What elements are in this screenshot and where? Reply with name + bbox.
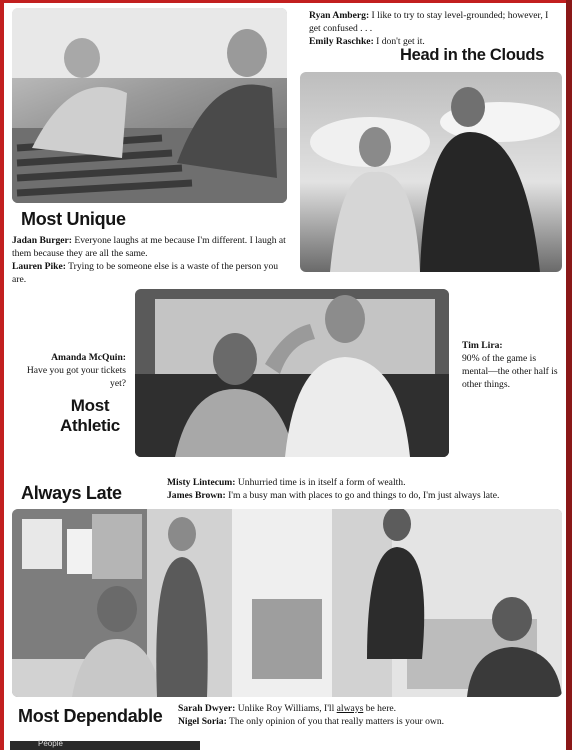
most-athletic-heading-line2: Athletic [60,416,120,435]
most-athletic-heading [40,396,140,436]
tim-lira-name: Tim Lira: [462,340,503,351]
amanda-mcquin-name: Amanda McQuin: [51,352,126,363]
always-late-heading: Always Late [21,483,122,503]
head-in-clouds-photo [300,72,562,272]
most-dependable-photo [12,509,562,697]
page-footer [10,741,200,750]
most-unique-photo [12,8,287,203]
most-dependable-quotes [178,702,558,728]
quote-nigel-soria: Nigel Soria: The only opinion of you that really matters is your own. [178,716,445,727]
quote-misty-lintecum: Misty Lintecum: Unhurried time is in itself a form of wealth. [167,477,406,488]
quote-james-brown: James Brown: I'm a busy man with places to go and things to do, I'm just always late. [167,490,500,501]
amanda-mcquin-quote [16,351,126,390]
page-edge [566,0,572,750]
amanda-mcquin-text: Have you got your tickets yet? [26,365,126,389]
most-athletic-photo [135,289,449,457]
most-dependable-heading: Most Dependable [18,706,163,726]
quote-jadan-burger: Jadan Burger: Everyone laughs at me because I'm different. I laugh at them because they are all the same. [12,235,286,259]
quote-lauren-pike: Lauren Pike: Trying to be someone else is a waste of the person you are. [12,261,279,285]
tim-lira-quote [462,339,560,391]
emphasis-always: always [336,703,364,714]
quote-emily-raschke: Emily Raschke: I don't get it. [309,36,425,47]
most-athletic-heading-line1: Most [70,396,110,415]
most-unique-heading: Most Unique [21,209,126,229]
quote-sarah-dwyer: Sarah Dwyer: Unlike Roy Williams, I'll always be here. [178,703,397,714]
quote-ryan-amberg: Ryan Amberg: I like to try to stay level-grounded; however, I get confused . . . [309,10,549,34]
most-unique-quotes [12,234,288,286]
head-in-clouds-heading: Head in the Clouds [400,46,545,64]
tim-lira-text: 90% of the game is mental—the other half is other things. [462,353,558,390]
head-in-clouds-quotes [309,9,561,48]
always-late-quotes [167,476,559,502]
footer-label: People [38,739,63,748]
